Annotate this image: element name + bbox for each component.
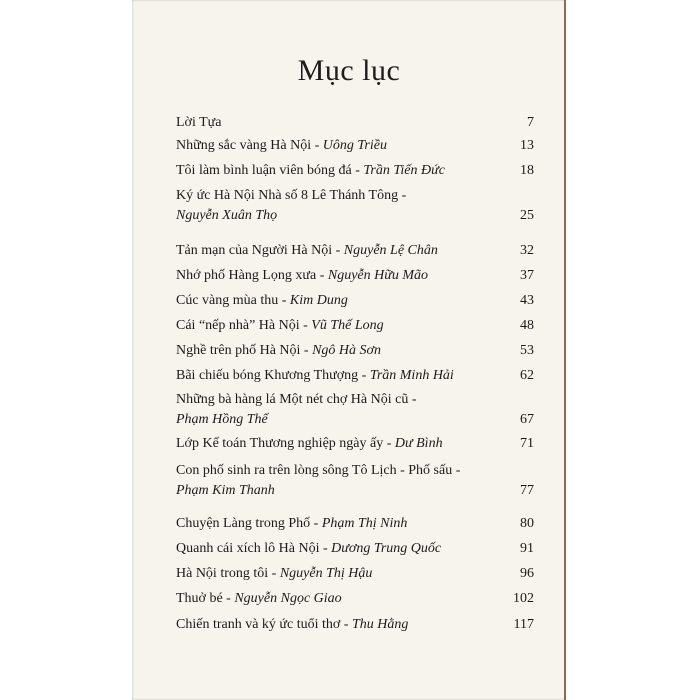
- toc-entry-title: Bãi chiếu bóng Khương Thượng -: [176, 368, 370, 383]
- toc-entry-page: 96: [520, 566, 534, 581]
- toc-entry-title: Cái “nếp nhà” Hà Nội -: [176, 318, 312, 333]
- toc-entry: [176, 434, 534, 454]
- toc-entry: [176, 113, 534, 133]
- toc-entry-author: Trần Tiến Đức: [363, 163, 445, 178]
- toc-entry: [176, 366, 534, 386]
- toc-entry-page: 43: [520, 293, 534, 308]
- toc-entry: [176, 316, 534, 336]
- toc-entry-page: 37: [520, 268, 534, 283]
- toc-entry: [176, 461, 534, 501]
- toc-entry: [176, 539, 534, 559]
- toc-entry-title: Những sắc vàng Hà Nội -: [176, 138, 323, 153]
- toc-entry-author: Trần Minh Hải: [369, 368, 454, 383]
- toc-entry: [176, 161, 534, 181]
- toc-entry: [176, 589, 534, 609]
- toc-entry: [176, 514, 534, 534]
- toc-entry-title: Ký ức Hà Nội Nhà số 8 Lê Thánh Tông -: [176, 188, 407, 203]
- toc-entry-author: Vũ Thế Long: [311, 318, 384, 333]
- toc-entry-title: Quanh cái xích lô Hà Nội -: [176, 541, 332, 556]
- toc-entry-title: Thuở bé -: [176, 591, 235, 606]
- toc-entry-page: 77: [520, 483, 534, 498]
- toc-entry-author: Kim Dung: [289, 293, 348, 308]
- book-page: [132, 0, 566, 700]
- toc-entry-author: Nguyễn Thị Hậu: [279, 566, 373, 581]
- toc-entry-author: Phạm Kim Thanh: [176, 483, 275, 498]
- toc-entry-author: Nguyễn Lệ Chân: [343, 243, 438, 258]
- toc-entry-author: Nguyễn Ngọc Giao: [234, 591, 342, 606]
- toc-entry-author: Ngô Hà Sơn: [312, 343, 381, 358]
- toc-entry: [176, 564, 534, 584]
- toc-entry-page: 53: [520, 343, 534, 358]
- page-title: Mục lục: [297, 54, 401, 87]
- toc-entry: [176, 241, 534, 261]
- toc-entry-title: Tôi làm bình luận viên bóng đá -: [176, 163, 364, 178]
- toc-entry-title: Con phố sinh ra trên lòng sông Tô Lịch - Phố sấu -: [176, 463, 461, 478]
- toc-entry-page: 7: [527, 115, 534, 130]
- toc-entry: [176, 291, 534, 311]
- toc-entry-page: 67: [520, 412, 534, 427]
- toc-entry-title: Lời Tựa: [176, 115, 222, 130]
- toc-entry-title: Chuyện Làng trong Phố -: [176, 516, 322, 531]
- toc-entry: [176, 186, 534, 226]
- toc-entry: [176, 341, 534, 361]
- toc-entry: [176, 266, 534, 286]
- toc-entry-page: 18: [520, 163, 534, 178]
- toc-entry-author: Phạm Hồng Thế: [176, 412, 268, 427]
- toc-entry-title: Tản mạn của Người Hà Nội -: [176, 243, 344, 258]
- toc-entry-page: 71: [520, 436, 534, 451]
- toc-entry: [176, 615, 534, 635]
- toc-entry-title: Lớp Kế toán Thương nghiệp ngày ấy -: [176, 436, 395, 451]
- toc-entry-title: Cúc vàng mùa thu -: [176, 293, 290, 308]
- toc-entry: [176, 390, 534, 430]
- toc-entry-page: 117: [513, 617, 534, 632]
- toc-entry-page: 13: [520, 138, 534, 153]
- toc-entry-title: Hà Nội trong tôi -: [176, 566, 280, 581]
- toc-entry-author: Uông Triều: [322, 138, 387, 153]
- toc-entry-page: 80: [520, 516, 534, 531]
- toc-entry-page: 91: [520, 541, 534, 556]
- toc-entry-author: Dương Trung Quốc: [331, 541, 442, 556]
- toc-entry-author: Dư Bình: [394, 436, 443, 451]
- toc-entry-author: Nguyễn Hữu Mão: [327, 268, 429, 283]
- toc-entry-title: Chiến tranh và ký ức tuổi thơ -: [176, 617, 352, 632]
- toc-entry-page: 62: [520, 368, 534, 383]
- toc-entry-page: 25: [520, 208, 534, 223]
- toc-entry-author: Nguyễn Xuân Thọ: [176, 208, 278, 223]
- toc-entry-page: 32: [520, 243, 534, 258]
- toc-entry-page: 102: [513, 591, 534, 606]
- toc-entry-title: Những bà hàng lá Một nét chợ Hà Nội cũ -: [176, 392, 417, 407]
- toc-entry-author: Thu Hằng: [351, 617, 409, 632]
- toc-entry-title: Nhớ phố Hàng Lọng xưa -: [176, 268, 328, 283]
- toc-entry: [176, 136, 534, 156]
- toc-entry-title: Nghề trên phố Hà Nội -: [176, 343, 313, 358]
- toc-entry-author: Phạm Thị Ninh: [321, 516, 408, 531]
- toc-entry-page: 48: [520, 318, 534, 333]
